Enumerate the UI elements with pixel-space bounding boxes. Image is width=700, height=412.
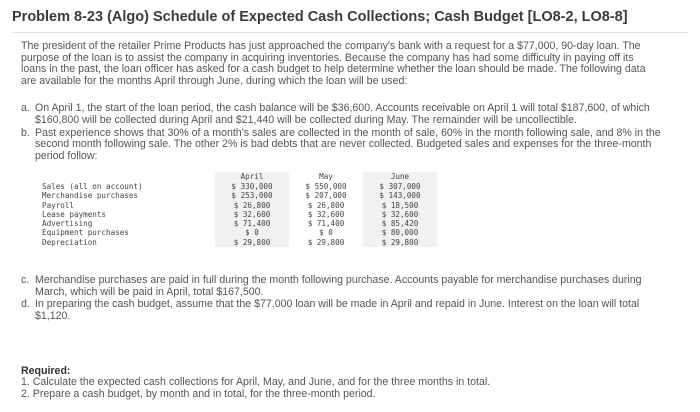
cell-april: $ 29,800 [215,238,289,247]
item-c-text: Merchandise purchases are paid in full during the month following purchase. Accounts payable for merchandise purchases during March, which will be paid in April, total $167,500. [35,274,642,298]
table-row [42,219,437,228]
table-row [42,201,437,210]
cell-april: $ 32,600 [215,210,289,219]
item-a-label: a. [21,102,30,115]
row-label: Advertising [42,219,93,229]
row-label: Sales (all on account) [42,182,143,191]
data-list-cd [21,275,671,322]
item-b-text: Past experience shows that 30% of a month's sales are collected in the month of sale, 60% in the month following sale, and 8% in the second month following sale. The other 2% is bad debts that are never collected. Budgeted sales and expenses for the three-month period follow: [35,126,661,162]
cell-may: $ 26,800 [307,200,345,210]
item-a-text: On April 1, the start of the loan period, the cash balance will be $36,600. Accounts receivable on April 1 will total $187,600, of which $160,800 will be collected during April and $21,440 will be collected during May. The remainder will be uncollectible. [35,102,650,126]
required-item-1: 1. Calculate the expected cash collections for April, May, and June, and for the three months in total. [21,376,491,388]
table-header-row [42,172,437,182]
required-item-2: 2. Prepare a cash budget, by month and in total, for the three-month period. [21,387,376,400]
required-heading: Required: [21,365,71,377]
cell-april: $ 26,800 [215,201,289,210]
cell-june: $ 80,000 [363,228,437,237]
item-a [21,103,666,126]
budget-table [42,172,437,247]
cell-may: $ 29,800 [307,237,345,247]
data-list-ab [21,103,666,162]
problem-intro: The president of the retailer Prime Products has just approached the company's bank with a request for a $77,000, 90-day loan. The purpose of the loan is to assist the company in acquiring inventories. Because the company has had some difficulty in paying off its loans in the past, the loan officer has asked for a cash budget to help determine whether the loan should be made. The following data are available for the months April through June, during which the loan will be used: [21,40,646,87]
cell-april: $ 0 [215,228,289,237]
cell-may: $ 32,600 [307,209,345,219]
cell-june: $ 32,600 [363,210,437,219]
header-june: June [363,172,437,182]
table-row [42,191,437,200]
row-label: Payroll [42,200,75,210]
table-header-blank [42,172,215,182]
row-label: Merchandise purchases [42,191,139,201]
table-row [42,210,437,219]
problem-title: Problem 8-23 (Algo) Schedule of Expected Cash Collections; Cash Budget [LO8-2, LO8-8] [12,0,688,33]
table-row [42,228,437,237]
cell-june: $ 85,420 [363,219,437,228]
cell-may: $ 207,000 [305,191,347,201]
row-label: Lease payments [42,209,107,219]
item-d [21,299,671,322]
item-b-label: b. [21,126,30,139]
table-row [42,238,437,247]
table-row [42,182,437,191]
cell-may: $ 550,000 [305,182,347,191]
item-c [21,275,671,298]
row-label: Equipment purchases [42,228,129,238]
row-label: Depreciation [42,237,97,247]
cell-april: $ 330,000 [215,182,289,191]
required-section [21,365,671,400]
item-c-label: c. [21,274,30,286]
cell-april: $ 253,000 [215,191,289,200]
item-d-label: d. [21,298,30,311]
cell-june: $ 143,000 [363,191,437,200]
cell-june: $ 307,000 [363,182,437,191]
cell-april: $ 71,400 [215,219,289,228]
cell-june: $ 29,800 [363,238,437,247]
item-d-text: In preparing the cash budget, assume that the $77,000 loan will be made in April and repaid in June. Interest on the loan will total $1,120. [35,298,640,322]
header-may: May [319,172,333,181]
cell-june: $ 18,500 [363,201,437,210]
cell-may: $ 71,400 [307,219,345,229]
header-april: April [215,172,289,182]
item-b [21,128,666,163]
cell-may: $ 0 [319,228,333,238]
